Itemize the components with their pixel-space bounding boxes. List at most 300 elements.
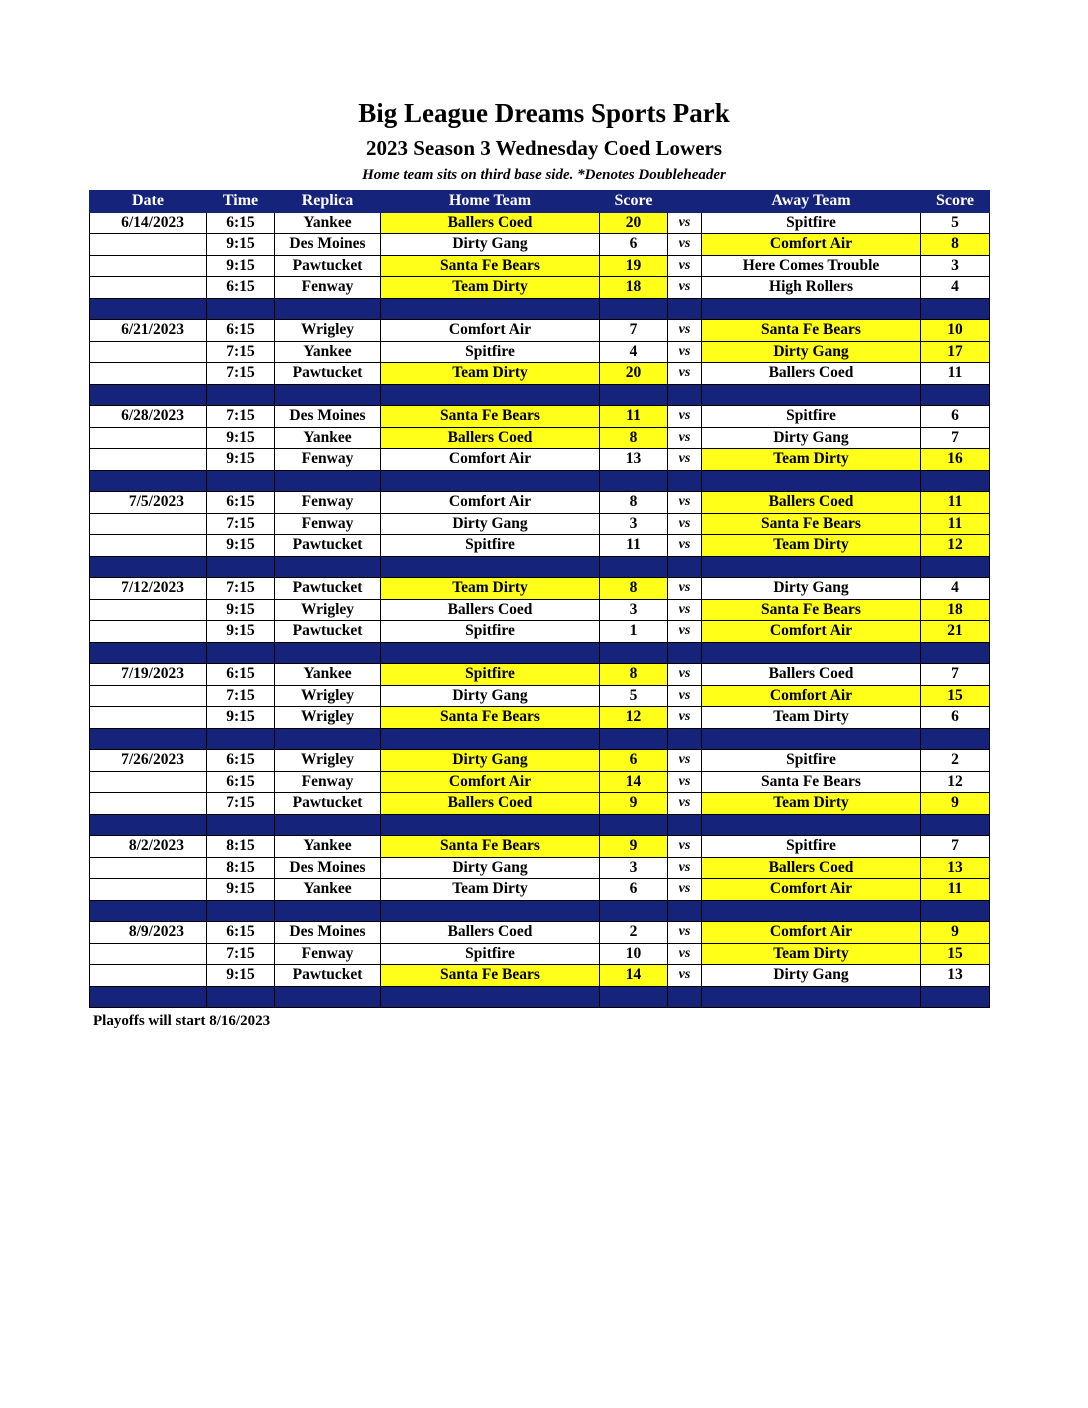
away-team: Comfort Air <box>702 685 921 707</box>
vs-label: vs <box>668 492 702 514</box>
home-score: 10 <box>600 943 668 965</box>
away-score: 7 <box>921 664 990 686</box>
game-replica: Fenway <box>275 277 381 299</box>
vs-label: vs <box>668 965 702 987</box>
home-team: Spitfire <box>381 943 600 965</box>
table-row <box>90 793 990 815</box>
table-row <box>90 535 990 557</box>
separator-cell <box>207 470 275 492</box>
vs-label: vs <box>668 857 702 879</box>
table-row <box>90 492 990 514</box>
home-score: 13 <box>600 449 668 471</box>
home-score: 6 <box>600 750 668 772</box>
away-score: 7 <box>921 836 990 858</box>
game-date <box>90 771 207 793</box>
home-score: 6 <box>600 234 668 256</box>
game-replica: Fenway <box>275 513 381 535</box>
away-team: Dirty Gang <box>702 578 921 600</box>
game-replica: Wrigley <box>275 685 381 707</box>
vs-label: vs <box>668 449 702 471</box>
game-replica: Wrigley <box>275 599 381 621</box>
game-replica: Pawtucket <box>275 578 381 600</box>
separator-cell <box>668 814 702 836</box>
home-team: Santa Fe Bears <box>381 406 600 428</box>
page-subtitle: 2023 Season 3 Wednesday Coed Lowers <box>365 136 723 160</box>
separator-cell <box>207 986 275 1008</box>
game-date: 6/28/2023 <box>90 406 207 428</box>
game-time: 9:15 <box>207 427 275 449</box>
away-team: Santa Fe Bears <box>702 599 921 621</box>
game-replica: Yankee <box>275 836 381 858</box>
away-team: Spitfire <box>702 836 921 858</box>
week-separator-row <box>90 642 990 664</box>
separator-cell <box>600 986 668 1008</box>
separator-cell <box>702 814 921 836</box>
home-team: Ballers Coed <box>381 212 600 234</box>
away-score: 13 <box>921 965 990 987</box>
home-team: Team Dirty <box>381 363 600 385</box>
table-row <box>90 363 990 385</box>
header-date: Date <box>90 191 207 213</box>
away-team: Ballers Coed <box>702 664 921 686</box>
vs-label: vs <box>668 406 702 428</box>
vs-label: vs <box>668 255 702 277</box>
away-team: Comfort Air <box>702 621 921 643</box>
away-score: 11 <box>921 879 990 901</box>
separator-cell <box>381 986 600 1008</box>
away-score: 18 <box>921 599 990 621</box>
table-row <box>90 664 990 686</box>
separator-cell <box>702 384 921 406</box>
game-replica: Fenway <box>275 449 381 471</box>
game-replica: Pawtucket <box>275 535 381 557</box>
separator-cell <box>207 728 275 750</box>
header-vs <box>668 191 702 213</box>
home-team: Santa Fe Bears <box>381 707 600 729</box>
table-row <box>90 578 990 600</box>
table-row <box>90 449 990 471</box>
vs-label: vs <box>668 836 702 858</box>
vs-label: vs <box>668 685 702 707</box>
game-date <box>90 427 207 449</box>
away-team: Team Dirty <box>702 943 921 965</box>
separator-cell <box>207 556 275 578</box>
game-time: 7:15 <box>207 578 275 600</box>
away-score: 6 <box>921 707 990 729</box>
home-score: 19 <box>600 255 668 277</box>
game-time: 9:15 <box>207 255 275 277</box>
table-row <box>90 771 990 793</box>
home-score: 12 <box>600 707 668 729</box>
separator-cell <box>275 642 381 664</box>
away-team: Dirty Gang <box>702 965 921 987</box>
game-time: 6:15 <box>207 664 275 686</box>
away-score: 16 <box>921 449 990 471</box>
home-score: 4 <box>600 341 668 363</box>
away-score: 5 <box>921 212 990 234</box>
separator-cell <box>668 900 702 922</box>
header-home-team: Home Team <box>381 191 600 213</box>
away-score: 6 <box>921 406 990 428</box>
home-score: 3 <box>600 513 668 535</box>
week-separator-row <box>90 298 990 320</box>
separator-cell <box>668 298 702 320</box>
separator-cell <box>207 642 275 664</box>
separator-cell <box>381 556 600 578</box>
table-row <box>90 943 990 965</box>
game-time: 9:15 <box>207 707 275 729</box>
game-replica: Des Moines <box>275 922 381 944</box>
separator-cell <box>90 642 207 664</box>
away-score: 17 <box>921 341 990 363</box>
game-date <box>90 341 207 363</box>
game-date <box>90 879 207 901</box>
home-score: 14 <box>600 965 668 987</box>
game-date: 7/26/2023 <box>90 750 207 772</box>
away-team: Santa Fe Bears <box>702 771 921 793</box>
away-score: 15 <box>921 943 990 965</box>
game-date <box>90 793 207 815</box>
home-score: 8 <box>600 664 668 686</box>
home-team: Ballers Coed <box>381 599 600 621</box>
separator-cell <box>275 900 381 922</box>
week-separator-row <box>90 814 990 836</box>
separator-cell <box>207 384 275 406</box>
game-time: 7:15 <box>207 363 275 385</box>
week-separator-row <box>90 470 990 492</box>
table-row <box>90 621 990 643</box>
vs-label: vs <box>668 599 702 621</box>
away-team: Team Dirty <box>702 535 921 557</box>
separator-cell <box>381 900 600 922</box>
game-replica: Fenway <box>275 771 381 793</box>
vs-label: vs <box>668 234 702 256</box>
separator-cell <box>275 556 381 578</box>
separator-cell <box>90 470 207 492</box>
separator-cell <box>921 900 990 922</box>
vs-label: vs <box>668 879 702 901</box>
home-score: 7 <box>600 320 668 342</box>
game-time: 6:15 <box>207 212 275 234</box>
vs-label: vs <box>668 341 702 363</box>
separator-cell <box>668 470 702 492</box>
separator-cell <box>921 384 990 406</box>
home-score: 2 <box>600 922 668 944</box>
home-team: Dirty Gang <box>381 513 600 535</box>
game-replica: Pawtucket <box>275 363 381 385</box>
game-time: 9:15 <box>207 965 275 987</box>
schedule-table <box>89 190 990 1008</box>
away-team: Team Dirty <box>702 707 921 729</box>
game-replica: Pawtucket <box>275 793 381 815</box>
game-replica: Wrigley <box>275 707 381 729</box>
game-replica: Pawtucket <box>275 965 381 987</box>
table-row <box>90 212 990 234</box>
home-team: Dirty Gang <box>381 857 600 879</box>
separator-cell <box>275 728 381 750</box>
vs-label: vs <box>668 922 702 944</box>
separator-cell <box>668 728 702 750</box>
table-row <box>90 857 990 879</box>
game-date: 8/9/2023 <box>90 922 207 944</box>
separator-cell <box>381 814 600 836</box>
home-team: Dirty Gang <box>381 234 600 256</box>
page-title: Big League Dreams Sports Park <box>358 98 730 128</box>
separator-cell <box>600 384 668 406</box>
separator-cell <box>275 814 381 836</box>
table-row <box>90 922 990 944</box>
table-row <box>90 685 990 707</box>
separator-cell <box>921 556 990 578</box>
separator-cell <box>90 728 207 750</box>
vs-label: vs <box>668 943 702 965</box>
game-time: 6:15 <box>207 320 275 342</box>
game-replica: Pawtucket <box>275 621 381 643</box>
away-team: Dirty Gang <box>702 427 921 449</box>
home-team: Team Dirty <box>381 578 600 600</box>
home-team: Comfort Air <box>381 492 600 514</box>
home-score: 5 <box>600 685 668 707</box>
away-team: Ballers Coed <box>702 492 921 514</box>
game-date <box>90 857 207 879</box>
home-score: 8 <box>600 427 668 449</box>
game-date <box>90 234 207 256</box>
home-team: Spitfire <box>381 535 600 557</box>
separator-cell <box>702 900 921 922</box>
vs-label: vs <box>668 621 702 643</box>
home-team: Santa Fe Bears <box>381 836 600 858</box>
home-score: 20 <box>600 212 668 234</box>
game-date <box>90 535 207 557</box>
game-replica: Fenway <box>275 492 381 514</box>
home-team: Dirty Gang <box>381 750 600 772</box>
game-date: 7/5/2023 <box>90 492 207 514</box>
away-score: 7 <box>921 427 990 449</box>
vs-label: vs <box>668 277 702 299</box>
game-date <box>90 277 207 299</box>
home-score: 9 <box>600 836 668 858</box>
separator-cell <box>275 986 381 1008</box>
separator-cell <box>90 900 207 922</box>
game-date <box>90 943 207 965</box>
vs-label: vs <box>668 707 702 729</box>
game-date: 6/21/2023 <box>90 320 207 342</box>
game-date <box>90 363 207 385</box>
game-replica: Yankee <box>275 879 381 901</box>
separator-cell <box>921 728 990 750</box>
home-score: 11 <box>600 406 668 428</box>
home-team: Team Dirty <box>381 277 600 299</box>
separator-cell <box>921 986 990 1008</box>
game-time: 9:15 <box>207 879 275 901</box>
vs-label: vs <box>668 535 702 557</box>
separator-cell <box>381 298 600 320</box>
separator-cell <box>90 384 207 406</box>
separator-cell <box>600 470 668 492</box>
separator-cell <box>921 642 990 664</box>
game-date: 6/14/2023 <box>90 212 207 234</box>
game-date: 7/19/2023 <box>90 664 207 686</box>
away-team: Team Dirty <box>702 793 921 815</box>
away-team: Spitfire <box>702 212 921 234</box>
home-team: Ballers Coed <box>381 427 600 449</box>
week-separator-row <box>90 728 990 750</box>
vs-label: vs <box>668 363 702 385</box>
week-separator-row <box>90 556 990 578</box>
game-replica: Yankee <box>275 212 381 234</box>
vs-label: vs <box>668 750 702 772</box>
game-replica: Des Moines <box>275 234 381 256</box>
away-score: 21 <box>921 621 990 643</box>
table-row <box>90 750 990 772</box>
game-time: 7:15 <box>207 793 275 815</box>
game-date <box>90 621 207 643</box>
game-time: 8:15 <box>207 836 275 858</box>
vs-label: vs <box>668 427 702 449</box>
away-team: Spitfire <box>702 750 921 772</box>
week-separator-row <box>90 986 990 1008</box>
table-row <box>90 234 990 256</box>
game-time: 7:15 <box>207 513 275 535</box>
game-date: 8/2/2023 <box>90 836 207 858</box>
home-team: Ballers Coed <box>381 922 600 944</box>
game-date <box>90 707 207 729</box>
home-team: Team Dirty <box>381 879 600 901</box>
game-replica: Yankee <box>275 664 381 686</box>
home-team: Comfort Air <box>381 449 600 471</box>
separator-cell <box>702 986 921 1008</box>
away-score: 4 <box>921 277 990 299</box>
game-date <box>90 449 207 471</box>
away-team: Santa Fe Bears <box>702 513 921 535</box>
header-replica: Replica <box>275 191 381 213</box>
schedule-note: Home team sits on third base side. *Denotes Doubleheader <box>362 167 726 183</box>
away-score: 4 <box>921 578 990 600</box>
separator-cell <box>600 814 668 836</box>
game-time: 9:15 <box>207 621 275 643</box>
game-time: 6:15 <box>207 492 275 514</box>
game-time: 6:15 <box>207 771 275 793</box>
game-time: 7:15 <box>207 341 275 363</box>
away-score: 9 <box>921 922 990 944</box>
header-away-team: Away Team <box>702 191 921 213</box>
separator-cell <box>207 900 275 922</box>
table-row <box>90 341 990 363</box>
game-replica: Des Moines <box>275 857 381 879</box>
game-replica: Wrigley <box>275 750 381 772</box>
table-row <box>90 707 990 729</box>
game-time: 6:15 <box>207 277 275 299</box>
away-team: Comfort Air <box>702 922 921 944</box>
game-date: 7/12/2023 <box>90 578 207 600</box>
schedule-body <box>90 212 990 1008</box>
game-time: 6:15 <box>207 750 275 772</box>
table-row <box>90 320 990 342</box>
table-header-row <box>90 191 990 213</box>
separator-cell <box>207 814 275 836</box>
game-date <box>90 685 207 707</box>
separator-cell <box>90 298 207 320</box>
separator-cell <box>90 814 207 836</box>
game-replica: Pawtucket <box>275 255 381 277</box>
separator-cell <box>600 728 668 750</box>
separator-cell <box>381 728 600 750</box>
separator-cell <box>90 986 207 1008</box>
separator-cell <box>921 470 990 492</box>
separator-cell <box>275 298 381 320</box>
game-replica: Wrigley <box>275 320 381 342</box>
game-time: 7:15 <box>207 406 275 428</box>
week-separator-row <box>90 900 990 922</box>
home-score: 20 <box>600 363 668 385</box>
home-team: Santa Fe Bears <box>381 965 600 987</box>
separator-cell <box>702 642 921 664</box>
separator-cell <box>600 298 668 320</box>
away-team: Spitfire <box>702 406 921 428</box>
table-row <box>90 277 990 299</box>
home-team: Comfort Air <box>381 771 600 793</box>
home-score: 14 <box>600 771 668 793</box>
game-time: 7:15 <box>207 685 275 707</box>
separator-cell <box>600 900 668 922</box>
away-team: Comfort Air <box>702 234 921 256</box>
game-time: 9:15 <box>207 599 275 621</box>
separator-cell <box>921 298 990 320</box>
away-team: Dirty Gang <box>702 341 921 363</box>
home-score: 18 <box>600 277 668 299</box>
game-replica: Fenway <box>275 943 381 965</box>
separator-cell <box>702 470 921 492</box>
away-team: Ballers Coed <box>702 857 921 879</box>
playoffs-note: Playoffs will start 8/16/2023 <box>93 1013 271 1029</box>
away-team: Comfort Air <box>702 879 921 901</box>
game-date <box>90 513 207 535</box>
table-row <box>90 836 990 858</box>
away-team: Santa Fe Bears <box>702 320 921 342</box>
header-away-score: Score <box>921 191 990 213</box>
game-time: 9:15 <box>207 535 275 557</box>
separator-cell <box>600 642 668 664</box>
game-replica: Yankee <box>275 427 381 449</box>
away-score: 11 <box>921 492 990 514</box>
home-team: Santa Fe Bears <box>381 255 600 277</box>
separator-cell <box>668 556 702 578</box>
vs-label: vs <box>668 771 702 793</box>
home-team: Ballers Coed <box>381 793 600 815</box>
vs-label: vs <box>668 320 702 342</box>
away-team: High Rollers <box>702 277 921 299</box>
table-row <box>90 513 990 535</box>
home-team: Spitfire <box>381 664 600 686</box>
separator-cell <box>921 814 990 836</box>
away-score: 9 <box>921 793 990 815</box>
separator-cell <box>381 470 600 492</box>
game-time: 6:15 <box>207 922 275 944</box>
separator-cell <box>668 642 702 664</box>
away-team: Team Dirty <box>702 449 921 471</box>
vs-label: vs <box>668 793 702 815</box>
week-separator-row <box>90 384 990 406</box>
home-team: Spitfire <box>381 621 600 643</box>
away-score: 15 <box>921 685 990 707</box>
home-score: 9 <box>600 793 668 815</box>
separator-cell <box>702 556 921 578</box>
game-time: 9:15 <box>207 234 275 256</box>
home-score: 6 <box>600 879 668 901</box>
home-team: Comfort Air <box>381 320 600 342</box>
game-time: 9:15 <box>207 449 275 471</box>
vs-label: vs <box>668 212 702 234</box>
